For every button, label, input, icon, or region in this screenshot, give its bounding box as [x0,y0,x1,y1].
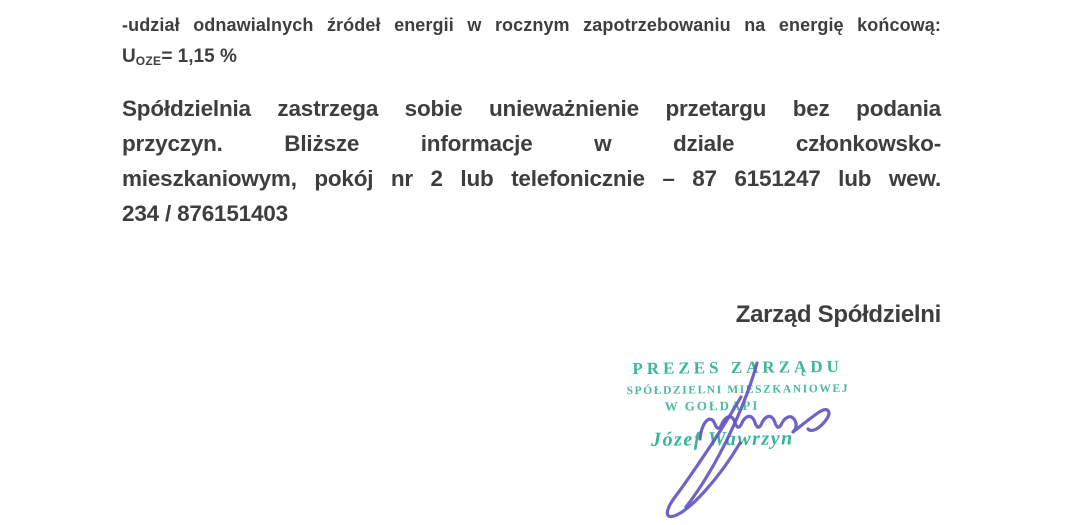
uoze-value: = 1,15 % [161,46,237,67]
tender-notice-paragraph [122,91,941,231]
uoze-symbol-base: U [122,46,136,67]
paragraph-line: 234 / 876151403 [122,201,288,226]
management-board-signoff: Zarząd Spółdzielni [735,301,941,328]
stamp-president-name: Józef Wawrzyn [650,427,794,451]
stamp-location-line: W GOŁDAPI [664,397,760,414]
uoze-symbol-subscript: OZE [135,54,162,68]
official-stamp [613,357,864,453]
renewable-energy-share-line: -udział odnawialnych źródeł energii w rocznym zapotrzebowaniu na energię końcową: [122,15,941,35]
paragraph-line: przyczyn. Bliższe informacje w dziale członkowsko- [122,131,941,156]
stamp-title-line: PREZES ZARZĄDU [632,356,843,379]
uoze-value-line [122,42,941,76]
energy-spec-block [122,10,941,76]
paragraph-line: mieszkaniowym, pokój nr 2 lub telefonicznie – 87 6151247 lub wew. [122,166,941,191]
paragraph-line: Spółdzielnia zastrzega sobie unieważnienie przetargu bez podania [122,96,941,121]
stamp-organization-line: SPÓŁDZIELNI MIESZKANIOWEJ [626,382,850,398]
